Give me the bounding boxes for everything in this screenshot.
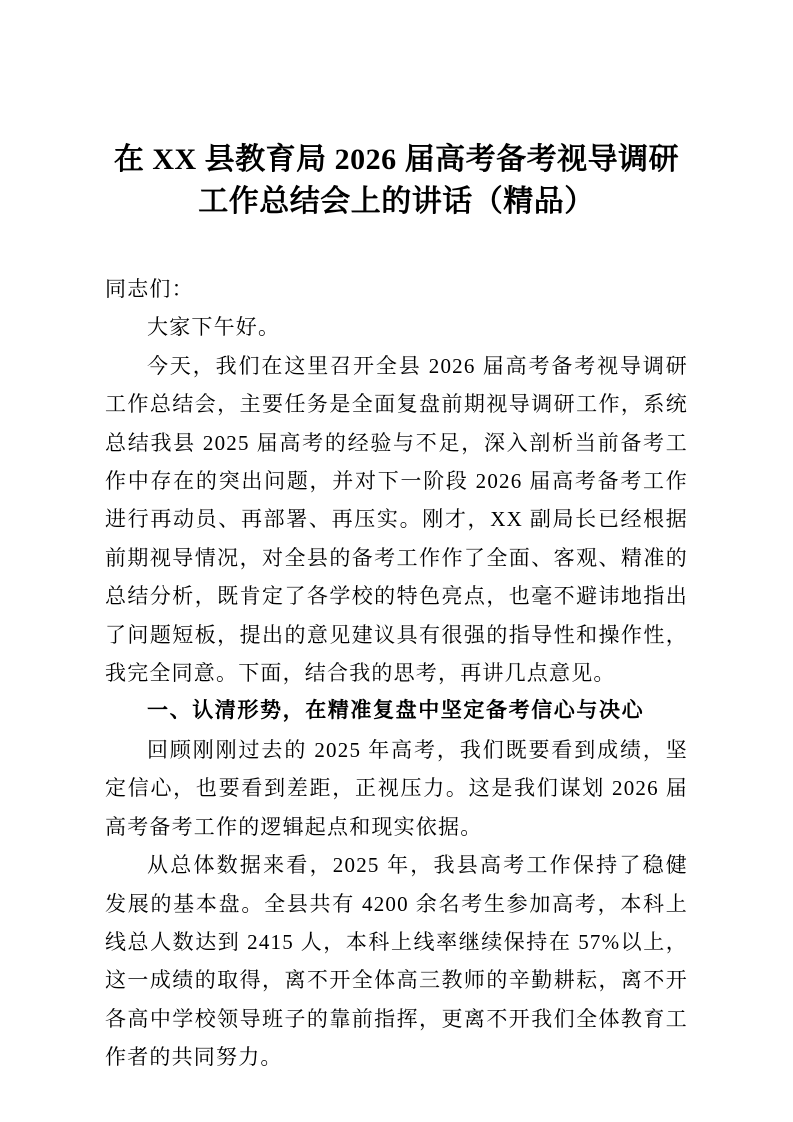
paragraph-review-2025: 回顾刚刚过去的 2025 年高考，我们既要看到成绩，坚定信心，也要看到差距，正视压力。这是我们谋划 2026 届高考备考工作的逻辑起点和现实依据。 — [105, 737, 688, 839]
paragraph-opening: 今天，我们在这里召开全县 2026 届高考备考视导调研工作总结会，主要任务是全面复盘前期视导调研工作，系统总结我县 2025 届高考的经验与不足，深入剖析当前备考工作中存在的突出问题，并对下一阶段 2026 届高考备考工作进行再动员、再部署、再压实。刚才，XX 副局长已经根据前期视导情况，对全县的备考工作作了全面、客观、精准的总结分析，既肯定了各学校的特色亮点，也毫不避讳地指出了问题短板，提出的意见建议具有很强的指导性和操作性，我完全同意。下面，结合我的思考，再讲几点意见。 — [105, 353, 688, 686]
salutation: 同志们： — [105, 277, 194, 301]
section-heading-1: 一、认清形势，在精准复盘中坚定备考信心与决心 — [147, 699, 645, 723]
paragraph-overall-data: 从总体数据来看，2025 年，我县高考工作保持了稳健发展的基本盘。全县共有 4200 余名考生参加高考，本科上线总人数达到 2415 人，本科上线率继续保持在 57%以上，这一成绩的取得，离不开全体高三教师的辛勤耕耘，离不开各高中学校领导班子的靠前指挥，更离不开我们全体教育工作者的共同努力。 — [105, 853, 688, 1070]
paragraph-greeting: 大家下午好。 — [147, 315, 281, 340]
document-title: 在 XX 县教育局 2026 届高考备考视导调研工作总结会上的讲话（精品） — [113, 143, 680, 218]
